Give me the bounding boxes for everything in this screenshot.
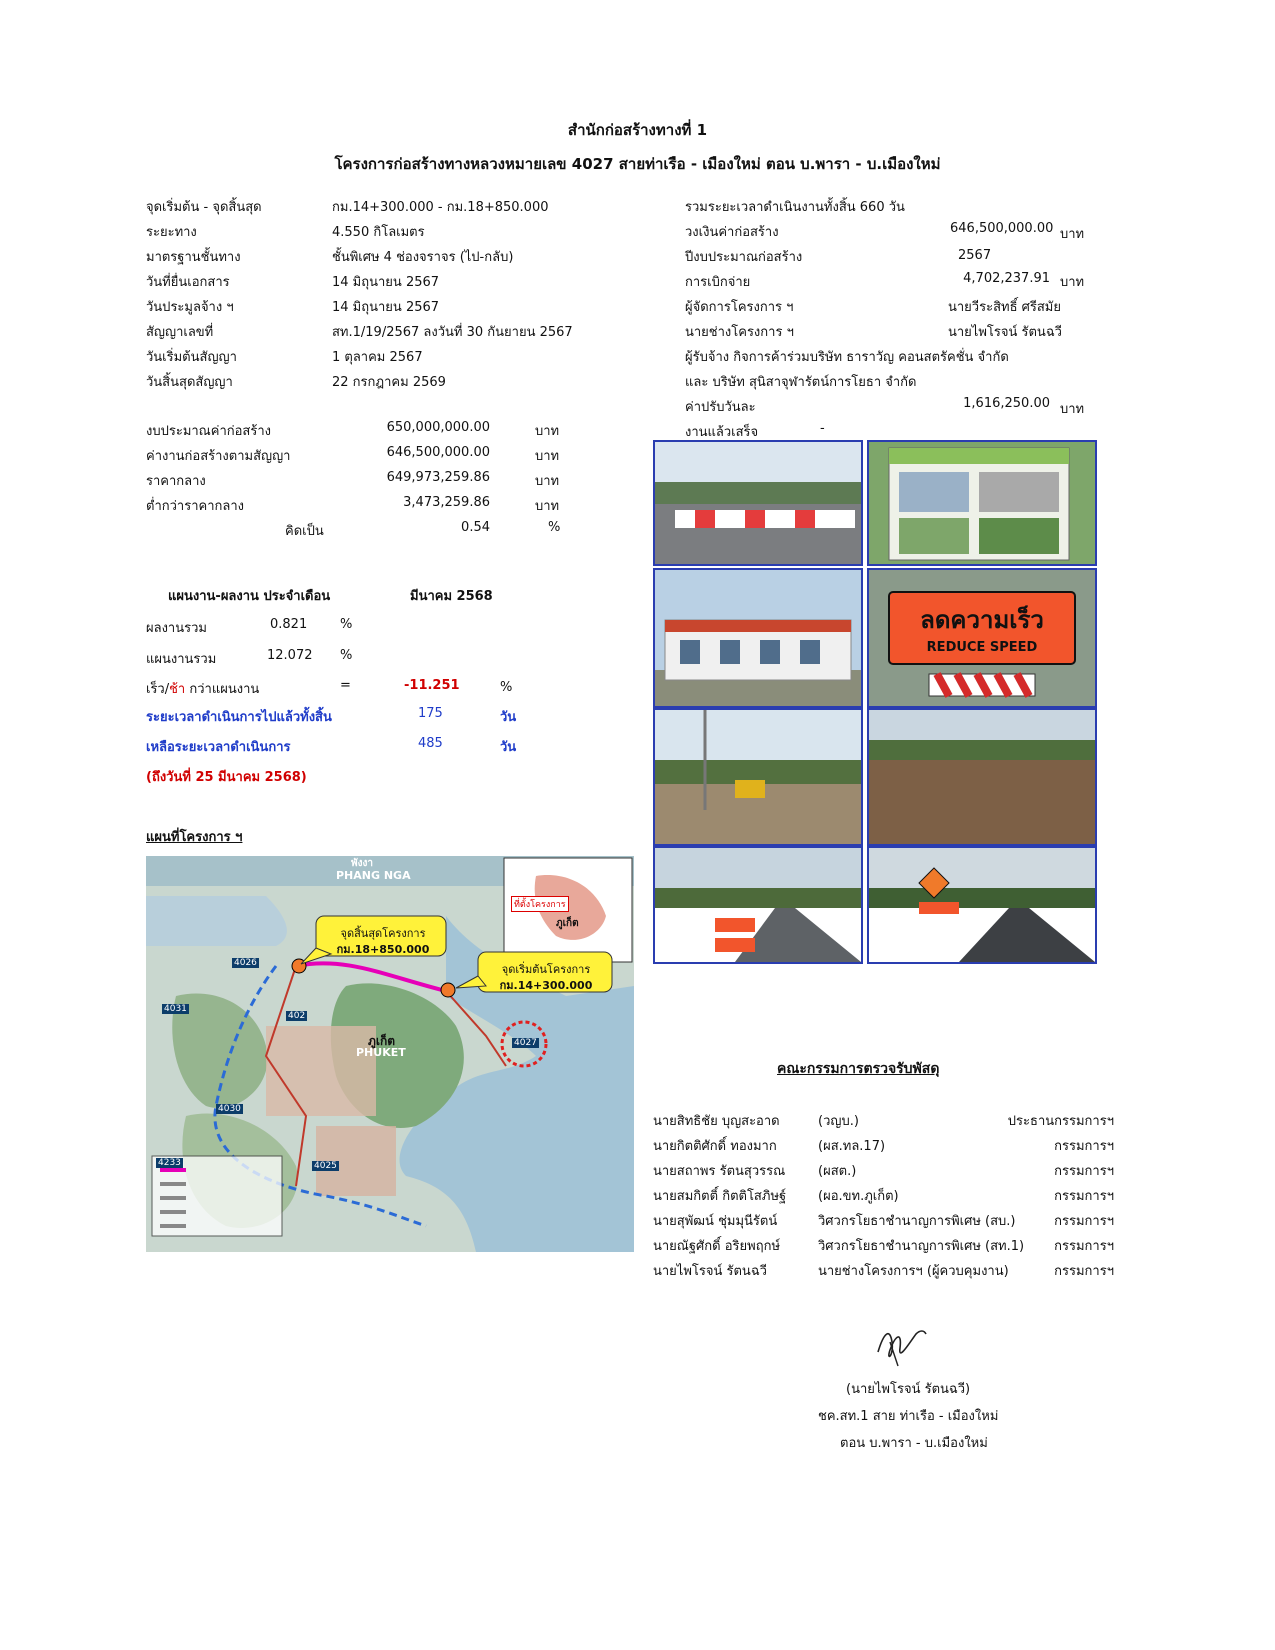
map-road-4233: 4233 <box>158 1158 181 1168</box>
map-start-label: จุดเริ่มต้นโครงการ <box>501 963 591 976</box>
actual-value: 0.821 <box>270 617 308 632</box>
fine-value: 1,616,250.00 <box>963 396 1050 411</box>
map-road-4027: 4027 <box>514 1038 537 1048</box>
info-label: นายช่างโครงการ ฯ <box>685 325 794 340</box>
map-end-km: กม.18+850.000 <box>336 943 430 956</box>
actual-unit: % <box>340 617 353 632</box>
signature-scribble <box>870 1322 930 1374</box>
signature-title-line1: ชค.สท.1 สาย ท่าเรือ - เมืองใหม่ <box>818 1409 999 1424</box>
site-photo <box>867 708 1097 846</box>
signature-title-line2: ตอน บ.พารา - บ.เมืองใหม่ <box>840 1436 988 1451</box>
fine-label: ค่าปรับวันละ <box>685 400 756 415</box>
member-position: วิศวกรโยธาชำนาญการพิเศษ (สท.1) <box>818 1239 1025 1254</box>
info-value: นายวีระสิทธิ์ ศรีสมัย <box>948 300 1061 315</box>
budget-unit: บาท <box>535 499 560 514</box>
percent-unit: % <box>548 520 561 535</box>
info-label: ปีงบประมาณก่อสร้าง <box>685 250 803 265</box>
budget-unit: บาท <box>535 474 560 489</box>
photo-earthwork <box>869 710 1095 844</box>
site-photo <box>653 708 863 846</box>
info-value: 22 กรกฎาคม 2569 <box>332 375 446 390</box>
info-label: วันเริ่มต้นสัญญา <box>146 350 237 365</box>
signature-mark <box>870 1322 930 1370</box>
diff-value: -11.251 <box>404 678 460 693</box>
photo-clearing <box>655 710 861 844</box>
map-road-4031: 4031 <box>164 1004 187 1014</box>
info-label: การเบิกจ่าย <box>685 275 751 290</box>
info-label: วันประมูลจ้าง ฯ <box>146 300 234 315</box>
info-value: 4,702,237.91 <box>963 271 1050 286</box>
budget-value: 650,000,000.00 <box>386 420 490 435</box>
map-region-center: ภูเก็ต <box>368 1034 396 1048</box>
office-title: สำนักก่อสร้างทางที่ 1 <box>567 121 708 139</box>
info-label: ระยะทาง <box>146 225 197 240</box>
info-label: วงเงินค่าก่อสร้าง <box>685 225 779 240</box>
info-label: มาตรฐานชั้นทาง <box>146 250 241 265</box>
info-value: นายไพโรจน์ รัตนฉวี <box>948 325 1062 340</box>
budget-unit: บาท <box>535 449 560 464</box>
site-photo <box>653 846 863 964</box>
project-title: โครงการก่อสร้างทางหลวงหมายเลข 4027 สายท่าเรือ - เมืองใหม่ ตอน บ.พารา - บ.เมืองใหม่ <box>334 155 941 173</box>
member-name: นายไพโรจน์ รัตนฉวี <box>653 1264 767 1279</box>
info-unit: บาท <box>1060 227 1085 242</box>
member-name: นายสถาพร รัตนสุวรรณ <box>653 1164 786 1179</box>
info-value: 4.550 กิโลเมตร <box>332 225 425 240</box>
info-label: วันสิ้นสุดสัญญา <box>146 375 233 390</box>
budget-label: งบประมาณค่าก่อสร้าง <box>146 424 271 439</box>
map-road-402: 402 <box>288 1011 306 1021</box>
budget-unit: บาท <box>535 424 560 439</box>
budget-label: ต่ำกว่าราคากลาง <box>146 499 244 514</box>
member-role: กรรมการฯ <box>1054 1214 1114 1229</box>
map-inset-phuket: ภูเก็ต <box>556 918 579 929</box>
info-value: 14 มิถุนายน 2567 <box>332 275 440 290</box>
member-name: นายสิทธิชัย บุญสะอาด <box>653 1114 780 1129</box>
info-value: 646,500,000.00 <box>950 221 1054 236</box>
member-role: ประธานกรรมการฯ <box>1007 1114 1114 1129</box>
member-name: นายณัฐศักดิ์ อริยพฤกษ์ <box>653 1239 781 1254</box>
photo-warning-sign <box>869 848 1095 962</box>
member-role: กรรมการฯ <box>1054 1239 1114 1254</box>
map-road-4030: 4030 <box>218 1104 241 1114</box>
info-label: สัญญาเลขที่ <box>146 325 214 340</box>
member-position: นายช่างโครงการฯ (ผู้ควบคุมงาน) <box>818 1264 1009 1279</box>
member-position: (ผส.ทล.17) <box>818 1139 886 1154</box>
remain-unit: วัน <box>500 740 517 755</box>
map-region-top: พังงา <box>351 858 373 869</box>
info-unit: บาท <box>1060 275 1085 290</box>
member-name: นายสมกิตติ์ กิตติโสภิษฐ์ <box>653 1189 787 1204</box>
budget-value: 649,973,259.86 <box>386 470 490 485</box>
fine-unit: บาท <box>1060 402 1085 417</box>
actual-label: ผลงานรวม <box>146 621 207 636</box>
budget-value: 3,473,259.86 <box>403 495 490 510</box>
project-map <box>146 856 634 1252</box>
diff-unit: % <box>500 680 513 695</box>
map-heading: แผนที่โครงการ ฯ <box>146 830 243 845</box>
site-photo <box>653 568 863 708</box>
sign-text-thai: ลดความเร็ว <box>920 606 1044 634</box>
member-position: (ผอ.ขท.ภูเก็ต) <box>818 1189 899 1204</box>
elapsed-label: ระยะเวลาดำเนินการไปแล้วทั้งสิ้น <box>146 710 332 725</box>
elapsed-value: 175 <box>418 706 443 721</box>
info-value: กม.14+300.000 - กม.18+850.000 <box>332 200 549 215</box>
plan-value: 12.072 <box>267 648 313 663</box>
map-region-center-en: PHUKET <box>356 1046 406 1059</box>
map-inset-label: ที่ตั้งโครงการ <box>511 896 569 912</box>
progress-heading: แผนงาน-ผลงาน ประจำเดือน <box>168 589 331 604</box>
site-photo <box>653 440 863 566</box>
member-position: (ผสต.) <box>818 1164 857 1179</box>
contractor-line1: ผู้รับจ้าง กิจการค้าร่วมบริษัท ธาราวัญ คอนสตรัคชั่น จำกัด <box>685 350 1009 365</box>
member-role: กรรมการฯ <box>1054 1189 1114 1204</box>
done-label: งานแล้วเสร็จ <box>685 425 759 440</box>
diff-equals: = <box>340 678 351 693</box>
photo-site-office <box>655 570 861 706</box>
map-road-4025: 4025 <box>314 1161 337 1171</box>
photo-road-signs <box>655 848 861 962</box>
committee-heading: คณะกรรมการตรวจรับพัสดุ <box>777 1061 940 1077</box>
info-value: สท.1/19/2567 ลงวันที่ 30 กันยายน 2567 <box>332 325 573 340</box>
budget-label: ราคากลาง <box>146 474 206 489</box>
done-value: - <box>820 421 825 436</box>
member-role: กรรมการฯ <box>1054 1139 1114 1154</box>
info-label: ผู้จัดการโครงการ ฯ <box>685 300 794 315</box>
photo-project-board <box>869 442 1095 564</box>
member-position: วิศวกรโยธาชำนาญการพิเศษ (สบ.) <box>818 1214 1016 1229</box>
percent-label: คิดเป็น <box>285 524 324 539</box>
budget-value: 646,500,000.00 <box>386 445 490 460</box>
photo-barrier <box>655 442 861 564</box>
map-start-km: กม.14+300.000 <box>499 979 593 992</box>
diff-label: เร็ว/ช้า กว่าแผนงาน <box>146 682 260 697</box>
remain-value: 485 <box>418 736 443 751</box>
elapsed-unit: วัน <box>500 710 517 725</box>
member-role: กรรมการฯ <box>1054 1264 1114 1279</box>
budget-label: ค่างานก่อสร้างตามสัญญา <box>146 449 291 464</box>
site-photo <box>867 568 1097 708</box>
sign-text-english: REDUCE SPEED <box>926 640 1038 655</box>
site-photo <box>867 440 1097 566</box>
member-name: นายสุพัฒน์ ชุ่มมุนีรัตน์ <box>653 1214 778 1229</box>
info-label: จุดเริ่มต้น - จุดสิ้นสุด <box>146 200 262 215</box>
info-value: 1 ตุลาคม 2567 <box>332 350 423 365</box>
site-photo <box>867 846 1097 964</box>
as-of-date: (ถึงวันที่ 25 มีนาคม 2568) <box>146 770 307 785</box>
map-region-top-en: PHANG NGA <box>336 869 411 882</box>
signature-name: (นายไพโรจน์ รัตนฉวี) <box>846 1382 971 1397</box>
plan-label: แผนงานรวม <box>146 652 217 667</box>
info-value: ชั้นพิเศษ 4 ช่องจราจร (ไป-กลับ) <box>332 250 514 265</box>
percent-value: 0.54 <box>461 520 490 535</box>
info-value: 2567 <box>958 248 992 263</box>
map-road-4026: 4026 <box>234 958 257 968</box>
info-label: วันที่ยื่นเอกสาร <box>146 275 230 290</box>
remain-label: เหลือระยะเวลาดำเนินการ <box>146 740 291 755</box>
info-value: 14 มิถุนายน 2567 <box>332 300 440 315</box>
member-name: นายกิตติศักดิ์ ทองมาก <box>653 1139 777 1154</box>
contractor-line2: และ บริษัท สุนิสาจุฬารัตน์การโยธา จำกัด <box>685 375 917 390</box>
duration-text: รวมระยะเวลาดำเนินงานทั้งสิ้น 660 วัน <box>685 200 905 215</box>
member-role: กรรมการฯ <box>1054 1164 1114 1179</box>
member-position: (วญบ.) <box>818 1114 859 1129</box>
progress-month: มีนาคม 2568 <box>410 589 493 604</box>
plan-unit: % <box>340 648 353 663</box>
map-end-label: จุดสิ้นสุดโครงการ <box>340 927 426 940</box>
